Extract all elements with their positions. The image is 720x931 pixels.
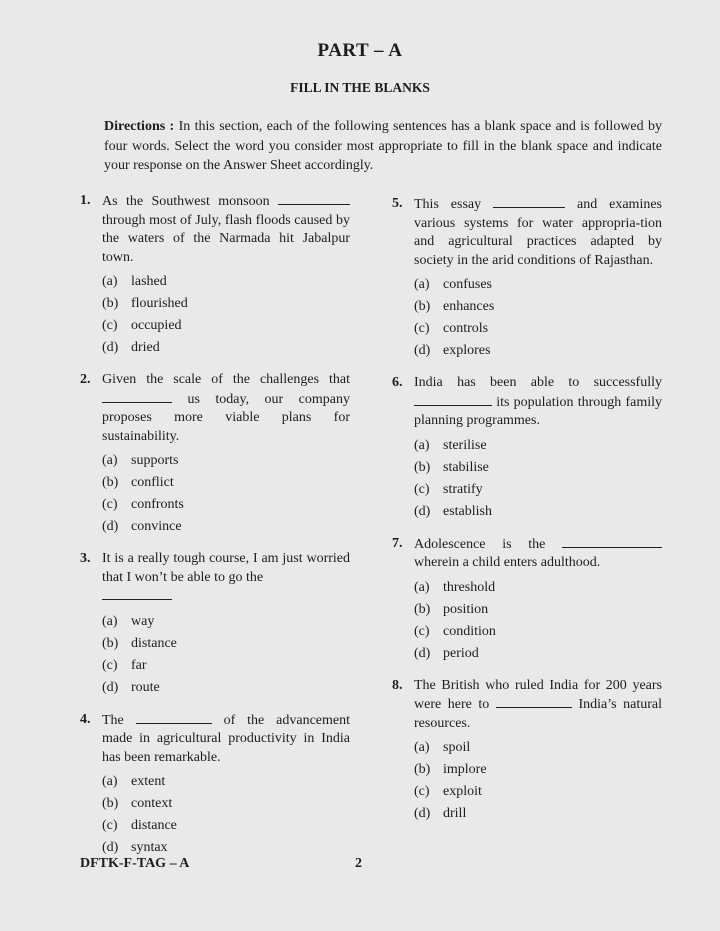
option-text: sterilise [443,437,487,453]
option-label: (a) [414,277,430,292]
option-text: flourished [131,296,188,311]
option [414,644,662,666]
option-text: explores [443,343,491,358]
option [414,760,662,782]
option-label: (a) [414,740,430,755]
option [414,436,662,458]
directions-text: In this section, each of the following sentences has a blank space and is followed by four words. Select the word you consider most appropriate to fill in the blank space and indicate your response on the Answer Sheet accordingly. [104,119,663,173]
option-label: (a) [102,274,118,289]
option-label: (d) [414,645,431,661]
answer-blank [496,695,572,708]
question-stem [414,535,662,573]
stem-before: It is a really tough course, I am just worried that I won’t be able to go the [102,551,350,585]
option-text: condition [443,623,496,639]
option-text: lashed [131,274,167,289]
option-text: occupied [131,318,182,333]
question-8 [392,677,662,827]
option [414,458,662,480]
question-stem [102,711,350,768]
question-stem [102,550,350,607]
question-stem [414,374,662,431]
question-stem [102,192,350,267]
stem-after: us today, our company proposes more viable plans for sustainability. [102,391,350,444]
question-number: 3. [80,551,91,566]
option-label: (a) [414,579,430,595]
option-label: (d) [102,679,119,695]
question-number: 5. [392,196,403,211]
option-label: (c) [102,318,118,333]
options-list [102,451,350,539]
stem-after: India’s natural resources. [414,697,663,731]
option-text: extent [131,774,166,789]
option-text: syntax [131,840,168,855]
option-label: (d) [102,340,119,355]
question-number: 8. [392,677,403,693]
question-number: 4. [80,711,91,727]
answer-blank [493,195,565,208]
option [102,656,350,678]
option [102,517,350,539]
option-text: way [131,613,155,629]
option [102,678,350,700]
page-title: PART – A [317,40,403,61]
option-label: (d) [414,503,431,519]
question-number: 7. [392,535,403,551]
question-3 [80,550,350,700]
option [102,316,350,338]
question-4 [80,711,350,861]
option-text: context [131,796,173,811]
option-label: (c) [414,321,430,336]
questions-left-column [80,192,350,871]
answer-blank [562,535,662,548]
options-list [102,612,350,700]
option-text: conflict [131,475,174,490]
option [414,480,662,502]
question-stem [414,195,662,270]
option-text: confuses [443,277,492,292]
stem-before: Given the scale of the challenges that [102,372,350,387]
option-text: dried [131,340,160,355]
option-label: (d) [102,840,119,855]
option-text: implore [443,762,487,777]
option-text: far [131,657,147,673]
question-stem [102,371,350,446]
option-text: position [443,601,489,617]
option [414,738,662,760]
option-label: (b) [414,601,431,617]
options-list [102,272,350,360]
option-text: spoil [443,740,471,755]
question-number: 1. [80,193,91,208]
option [102,816,350,838]
question-7 [392,535,662,666]
answer-blank [102,587,172,600]
option-text: establish [443,503,492,519]
options-list [414,436,662,524]
option-label: (a) [102,453,118,468]
stem-before: Adolescence is the [414,536,546,552]
option-label: (a) [102,774,118,789]
option-text: convince [131,519,182,534]
stem-before: As the Southwest monsoon [102,194,270,209]
question-6 [392,374,662,524]
options-list [414,275,662,363]
option-label: (b) [102,635,119,651]
page-number: 2 [355,856,362,871]
stem-before: The British who ruled India for 200 years were here to [414,677,662,712]
option [414,341,662,363]
option [414,804,662,826]
section-title: FILL IN THE BLANKS [290,80,430,95]
option [102,338,350,360]
option [102,294,350,316]
option-label: (c) [414,481,430,497]
option [102,473,350,495]
directions-label: Directions : [104,119,175,134]
answer-blank [102,390,172,403]
option-text: distance [131,635,177,651]
option-label: (d) [414,806,431,821]
stem-before: The [102,712,124,728]
answer-blank [136,711,212,724]
option-text: drill [443,806,467,821]
stem-after: and examines various systems for water appropria-tion and agricultural practices adapted by society in the arid conditions of Rajasthan. [414,197,662,268]
option-label: (b) [102,796,119,811]
option-label: (b) [414,762,431,777]
directions [104,117,662,176]
option-text: controls [443,321,489,336]
option [102,272,350,294]
options-list [414,578,662,666]
option [414,600,662,622]
option-text: stabilise [443,459,489,475]
stem-before: This essay [414,197,482,212]
stem-after: of the advancement made in agricultural productivity in India has been remarkable. [102,712,350,765]
option-label: (c) [102,818,118,833]
option-label: (a) [414,437,430,453]
question-1 [80,192,350,360]
option [102,772,350,794]
option-text: distance [131,818,177,833]
booklet-code: DFTK-F-TAG – A [80,856,190,871]
option [102,612,350,634]
question-number: 6. [392,375,403,390]
option-text: exploit [443,784,482,799]
option [414,275,662,297]
question-2 [80,371,350,539]
option [414,782,662,804]
option-label: (b) [414,299,431,314]
stem-after: through most of July, flash floods caused by the waters of the Narmada hit Jabalpur town. [102,212,350,265]
option [102,634,350,656]
answer-blank [414,393,492,406]
option-text: threshold [443,579,496,595]
option-text: supports [131,453,179,468]
stem-after: its population through family planning programmes. [414,394,662,428]
option [414,319,662,341]
option-label: (a) [102,613,118,629]
option-text: enhances [443,299,495,314]
option [414,622,662,644]
option-label: (d) [102,519,119,534]
option-label: (c) [102,657,118,673]
option-text: period [443,645,479,661]
option-label: (b) [102,296,119,311]
option [414,502,662,524]
option [102,794,350,816]
option [102,451,350,473]
questions-right-column [392,195,662,837]
option-label: (c) [414,623,430,639]
stem-after: wherein a child enters adulthood. [414,555,601,570]
options-list [102,772,350,860]
question-stem [414,677,662,734]
option-text: stratify [443,481,483,497]
question-5 [392,195,662,363]
option [414,297,662,319]
option [414,578,662,600]
option-label: (b) [414,459,431,475]
stem-before: India has been able to successfully [414,375,662,390]
answer-blank [278,192,350,205]
option-text: route [131,679,160,695]
option-label: (c) [414,784,430,799]
option [102,495,350,517]
option-label: (d) [414,343,431,358]
option-label: (c) [102,497,118,512]
option-label: (b) [102,475,119,490]
question-number: 2. [80,372,91,387]
options-list [414,738,662,826]
option-text: confronts [131,497,184,512]
